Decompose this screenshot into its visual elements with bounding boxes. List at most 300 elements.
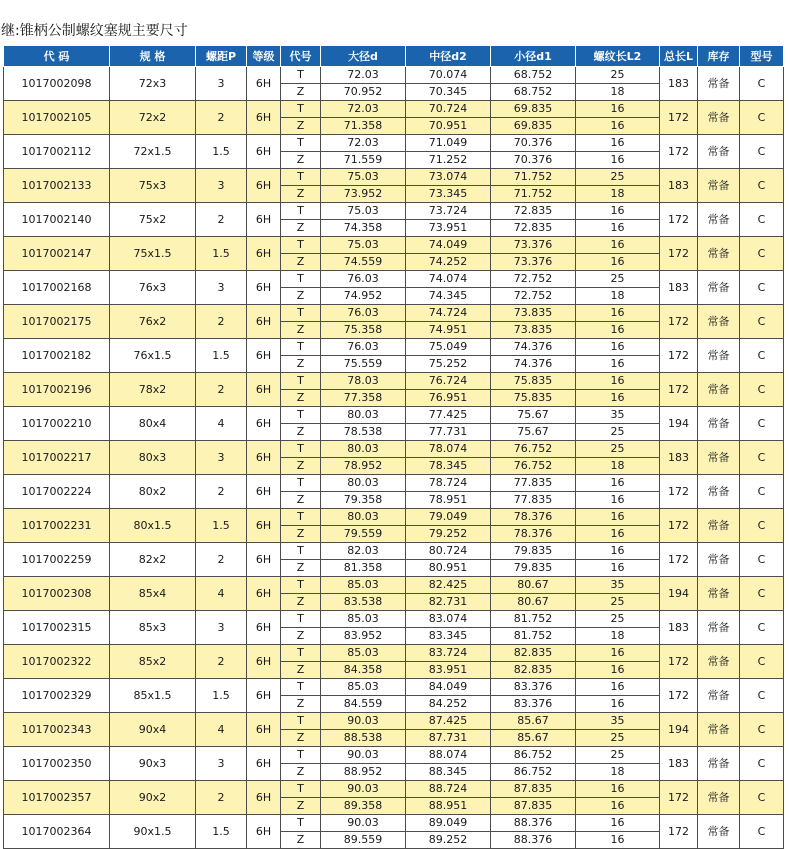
cell-total-length: 172	[660, 135, 698, 169]
cell-pitch: 2	[196, 781, 247, 815]
cell-thread-length: 16	[576, 305, 660, 322]
cell-mark: Z	[281, 798, 321, 815]
cell-pitch: 4	[196, 713, 247, 747]
table-row	[4, 101, 784, 118]
cell-stock: 常备	[698, 407, 740, 441]
cell-major-diameter: 73.952	[321, 186, 406, 203]
cell-mark: Z	[281, 492, 321, 509]
cell-mark: T	[281, 339, 321, 356]
header-mark: 代号	[281, 46, 321, 67]
cell-thread-length: 16	[576, 152, 660, 169]
cell-code: 1017002364	[4, 815, 110, 849]
cell-thread-length: 16	[576, 560, 660, 577]
cell-total-length: 172	[660, 339, 698, 373]
cell-stock: 常备	[698, 135, 740, 169]
cell-pitch-diameter: 79.049	[406, 509, 491, 526]
cell-minor-diameter: 69.835	[491, 118, 576, 135]
cell-mark: T	[281, 781, 321, 798]
cell-spec: 90x2	[110, 781, 196, 815]
cell-major-diameter: 83.952	[321, 628, 406, 645]
cell-grade: 6H	[247, 101, 281, 135]
cell-pitch-diameter: 74.951	[406, 322, 491, 339]
cell-major-diameter: 90.03	[321, 781, 406, 798]
cell-mark: T	[281, 135, 321, 152]
cell-code: 1017002322	[4, 645, 110, 679]
cell-code: 1017002140	[4, 203, 110, 237]
cell-code: 1017002329	[4, 679, 110, 713]
cell-code: 1017002343	[4, 713, 110, 747]
cell-grade: 6H	[247, 135, 281, 169]
cell-code: 1017002133	[4, 169, 110, 203]
cell-thread-length: 16	[576, 322, 660, 339]
cell-type: C	[740, 203, 784, 237]
cell-major-diameter: 83.538	[321, 594, 406, 611]
cell-total-length: 172	[660, 101, 698, 135]
cell-major-diameter: 85.03	[321, 679, 406, 696]
cell-thread-length: 16	[576, 679, 660, 696]
cell-pitch: 2	[196, 203, 247, 237]
cell-type: C	[740, 543, 784, 577]
cell-mark: T	[281, 407, 321, 424]
cell-grade: 6H	[247, 373, 281, 407]
cell-pitch-diameter: 78.724	[406, 475, 491, 492]
cell-major-diameter: 75.03	[321, 169, 406, 186]
cell-grade: 6H	[247, 713, 281, 747]
cell-minor-diameter: 71.752	[491, 186, 576, 203]
cell-minor-diameter: 82.835	[491, 662, 576, 679]
cell-major-diameter: 79.559	[321, 526, 406, 543]
cell-pitch: 2	[196, 373, 247, 407]
cell-major-diameter: 72.03	[321, 135, 406, 152]
cell-total-length: 172	[660, 475, 698, 509]
cell-mark: T	[281, 101, 321, 118]
cell-major-diameter: 81.358	[321, 560, 406, 577]
header-grade: 等级	[247, 46, 281, 67]
cell-pitch-diameter: 70.724	[406, 101, 491, 118]
cell-pitch-diameter: 76.724	[406, 373, 491, 390]
cell-pitch-diameter: 89.049	[406, 815, 491, 832]
cell-grade: 6H	[247, 271, 281, 305]
cell-code: 1017002259	[4, 543, 110, 577]
cell-thread-length: 25	[576, 169, 660, 186]
cell-code: 1017002357	[4, 781, 110, 815]
cell-mark: Z	[281, 118, 321, 135]
cell-thread-length: 16	[576, 645, 660, 662]
cell-major-diameter: 80.03	[321, 509, 406, 526]
cell-mark: Z	[281, 628, 321, 645]
cell-thread-length: 16	[576, 509, 660, 526]
cell-grade: 6H	[247, 441, 281, 475]
cell-mark: T	[281, 237, 321, 254]
cell-major-diameter: 84.559	[321, 696, 406, 713]
cell-pitch-diameter: 73.345	[406, 186, 491, 203]
cell-pitch-diameter: 74.252	[406, 254, 491, 271]
cell-major-diameter: 84.358	[321, 662, 406, 679]
cell-stock: 常备	[698, 645, 740, 679]
cell-pitch-diameter: 87.425	[406, 713, 491, 730]
cell-code: 1017002231	[4, 509, 110, 543]
cell-minor-diameter: 88.376	[491, 815, 576, 832]
cell-code: 1017002224	[4, 475, 110, 509]
cell-major-diameter: 71.559	[321, 152, 406, 169]
table-row	[4, 441, 784, 458]
cell-total-length: 172	[660, 373, 698, 407]
cell-mark: Z	[281, 560, 321, 577]
cell-type: C	[740, 407, 784, 441]
cell-thread-length: 18	[576, 186, 660, 203]
cell-mark: Z	[281, 424, 321, 441]
cell-spec: 85x3	[110, 611, 196, 645]
table-row	[4, 747, 784, 764]
cell-stock: 常备	[698, 237, 740, 271]
cell-pitch: 1.5	[196, 339, 247, 373]
cell-pitch-diameter: 84.049	[406, 679, 491, 696]
cell-major-diameter: 72.03	[321, 67, 406, 84]
cell-thread-length: 16	[576, 696, 660, 713]
cell-minor-diameter: 71.752	[491, 169, 576, 186]
cell-major-diameter: 88.952	[321, 764, 406, 781]
table-row	[4, 645, 784, 662]
cell-minor-diameter: 76.752	[491, 458, 576, 475]
cell-stock: 常备	[698, 543, 740, 577]
cell-total-length: 183	[660, 441, 698, 475]
table-row	[4, 611, 784, 628]
cell-pitch: 4	[196, 577, 247, 611]
cell-grade: 6H	[247, 781, 281, 815]
cell-stock: 常备	[698, 815, 740, 849]
cell-thread-length: 16	[576, 832, 660, 849]
cell-type: C	[740, 645, 784, 679]
cell-pitch-diameter: 82.731	[406, 594, 491, 611]
cell-pitch: 3	[196, 67, 247, 101]
cell-total-length: 172	[660, 305, 698, 339]
cell-major-diameter: 72.03	[321, 101, 406, 118]
cell-type: C	[740, 237, 784, 271]
header-minor-diameter: 小径d1	[491, 46, 576, 67]
cell-mark: Z	[281, 458, 321, 475]
cell-major-diameter: 80.03	[321, 441, 406, 458]
cell-pitch: 1.5	[196, 237, 247, 271]
cell-major-diameter: 74.358	[321, 220, 406, 237]
cell-type: C	[740, 305, 784, 339]
cell-grade: 6H	[247, 679, 281, 713]
cell-spec: 85x2	[110, 645, 196, 679]
table-row	[4, 679, 784, 696]
cell-mark: Z	[281, 594, 321, 611]
cell-spec: 72x3	[110, 67, 196, 101]
cell-minor-diameter: 70.376	[491, 135, 576, 152]
cell-spec: 75x3	[110, 169, 196, 203]
cell-total-length: 172	[660, 815, 698, 849]
cell-thread-length: 16	[576, 815, 660, 832]
cell-minor-diameter: 81.752	[491, 611, 576, 628]
cell-major-diameter: 79.358	[321, 492, 406, 509]
cell-total-length: 172	[660, 645, 698, 679]
table-row	[4, 543, 784, 560]
cell-minor-diameter: 80.67	[491, 577, 576, 594]
cell-grade: 6H	[247, 509, 281, 543]
cell-mark: Z	[281, 84, 321, 101]
cell-minor-diameter: 68.752	[491, 67, 576, 84]
cell-major-diameter: 74.952	[321, 288, 406, 305]
cell-mark: T	[281, 543, 321, 560]
cell-code: 1017002175	[4, 305, 110, 339]
cell-stock: 常备	[698, 169, 740, 203]
cell-thread-length: 16	[576, 220, 660, 237]
cell-pitch-diameter: 83.074	[406, 611, 491, 628]
cell-grade: 6H	[247, 577, 281, 611]
thread-gauge-table	[3, 45, 784, 849]
cell-mark: Z	[281, 764, 321, 781]
cell-pitch-diameter: 73.074	[406, 169, 491, 186]
cell-thread-length: 25	[576, 594, 660, 611]
header-spec: 规 格	[110, 46, 196, 67]
cell-thread-length: 18	[576, 764, 660, 781]
cell-pitch: 2	[196, 645, 247, 679]
cell-stock: 常备	[698, 305, 740, 339]
cell-grade: 6H	[247, 611, 281, 645]
cell-stock: 常备	[698, 509, 740, 543]
cell-minor-diameter: 79.835	[491, 543, 576, 560]
cell-pitch-diameter: 75.252	[406, 356, 491, 373]
cell-pitch: 3	[196, 169, 247, 203]
cell-spec: 80x1.5	[110, 509, 196, 543]
cell-major-diameter: 90.03	[321, 815, 406, 832]
header-pitch-diameter: 中径d2	[406, 46, 491, 67]
cell-minor-diameter: 72.752	[491, 288, 576, 305]
table-body	[4, 67, 784, 849]
cell-stock: 常备	[698, 747, 740, 781]
cell-thread-length: 25	[576, 271, 660, 288]
cell-pitch-diameter: 77.425	[406, 407, 491, 424]
cell-total-length: 172	[660, 237, 698, 271]
cell-total-length: 183	[660, 169, 698, 203]
cell-mark: T	[281, 67, 321, 84]
cell-grade: 6H	[247, 203, 281, 237]
cell-major-diameter: 74.559	[321, 254, 406, 271]
cell-spec: 80x3	[110, 441, 196, 475]
cell-minor-diameter: 83.376	[491, 696, 576, 713]
cell-stock: 常备	[698, 475, 740, 509]
cell-thread-length: 16	[576, 798, 660, 815]
cell-spec: 85x4	[110, 577, 196, 611]
cell-mark: T	[281, 271, 321, 288]
cell-pitch-diameter: 88.724	[406, 781, 491, 798]
table-row	[4, 713, 784, 730]
cell-pitch-diameter: 73.724	[406, 203, 491, 220]
cell-pitch-diameter: 80.951	[406, 560, 491, 577]
cell-major-diameter: 80.03	[321, 475, 406, 492]
cell-grade: 6H	[247, 237, 281, 271]
cell-spec: 75x2	[110, 203, 196, 237]
cell-total-length: 183	[660, 611, 698, 645]
cell-stock: 常备	[698, 611, 740, 645]
cell-type: C	[740, 815, 784, 849]
cell-spec: 80x2	[110, 475, 196, 509]
cell-mark: Z	[281, 254, 321, 271]
cell-minor-diameter: 87.835	[491, 781, 576, 798]
cell-type: C	[740, 67, 784, 101]
cell-pitch-diameter: 82.425	[406, 577, 491, 594]
cell-thread-length: 25	[576, 441, 660, 458]
cell-stock: 常备	[698, 339, 740, 373]
cell-major-diameter: 75.03	[321, 237, 406, 254]
cell-mark: Z	[281, 288, 321, 305]
cell-total-length: 194	[660, 577, 698, 611]
cell-pitch-diameter: 75.049	[406, 339, 491, 356]
cell-thread-length: 16	[576, 781, 660, 798]
cell-pitch-diameter: 80.724	[406, 543, 491, 560]
page-title: 继:锥柄公制螺纹塞规主要尺寸	[1, 23, 188, 39]
cell-spec: 90x3	[110, 747, 196, 781]
cell-pitch-diameter: 74.724	[406, 305, 491, 322]
cell-thread-length: 16	[576, 237, 660, 254]
cell-spec: 78x2	[110, 373, 196, 407]
cell-thread-length: 25	[576, 67, 660, 84]
cell-major-diameter: 76.03	[321, 339, 406, 356]
cell-grade: 6H	[247, 305, 281, 339]
cell-major-diameter: 78.952	[321, 458, 406, 475]
cell-thread-length: 16	[576, 475, 660, 492]
cell-stock: 常备	[698, 373, 740, 407]
cell-pitch-diameter: 74.345	[406, 288, 491, 305]
cell-major-diameter: 88.538	[321, 730, 406, 747]
cell-spec: 76x2	[110, 305, 196, 339]
table-row	[4, 815, 784, 832]
cell-type: C	[740, 679, 784, 713]
cell-major-diameter: 90.03	[321, 713, 406, 730]
cell-grade: 6H	[247, 169, 281, 203]
cell-minor-diameter: 74.376	[491, 339, 576, 356]
cell-grade: 6H	[247, 67, 281, 101]
cell-minor-diameter: 75.835	[491, 373, 576, 390]
cell-code: 1017002147	[4, 237, 110, 271]
table-row	[4, 475, 784, 492]
cell-type: C	[740, 441, 784, 475]
cell-pitch-diameter: 83.345	[406, 628, 491, 645]
cell-pitch-diameter: 83.951	[406, 662, 491, 679]
cell-pitch: 2	[196, 101, 247, 135]
cell-minor-diameter: 80.67	[491, 594, 576, 611]
cell-pitch-diameter: 89.252	[406, 832, 491, 849]
cell-grade: 6H	[247, 543, 281, 577]
cell-major-diameter: 89.358	[321, 798, 406, 815]
cell-type: C	[740, 169, 784, 203]
cell-code: 1017002196	[4, 373, 110, 407]
table-row	[4, 509, 784, 526]
cell-mark: Z	[281, 390, 321, 407]
cell-total-length: 183	[660, 271, 698, 305]
header-total-length: 总长L	[660, 46, 698, 67]
cell-major-diameter: 80.03	[321, 407, 406, 424]
cell-thread-length: 16	[576, 203, 660, 220]
cell-total-length: 183	[660, 747, 698, 781]
cell-major-diameter: 78.538	[321, 424, 406, 441]
cell-pitch-diameter: 78.951	[406, 492, 491, 509]
cell-type: C	[740, 339, 784, 373]
cell-stock: 常备	[698, 67, 740, 101]
cell-total-length: 172	[660, 509, 698, 543]
cell-grade: 6H	[247, 475, 281, 509]
cell-pitch-diameter: 71.049	[406, 135, 491, 152]
cell-spec: 75x1.5	[110, 237, 196, 271]
cell-total-length: 183	[660, 67, 698, 101]
cell-mark: T	[281, 645, 321, 662]
cell-spec: 90x4	[110, 713, 196, 747]
cell-mark: Z	[281, 832, 321, 849]
cell-pitch-diameter: 76.951	[406, 390, 491, 407]
cell-minor-diameter: 69.835	[491, 101, 576, 118]
cell-mark: T	[281, 305, 321, 322]
cell-thread-length: 16	[576, 492, 660, 509]
cell-type: C	[740, 271, 784, 305]
cell-pitch: 3	[196, 271, 247, 305]
cell-grade: 6H	[247, 645, 281, 679]
cell-pitch-diameter: 70.074	[406, 67, 491, 84]
cell-pitch-diameter: 77.731	[406, 424, 491, 441]
table-row	[4, 135, 784, 152]
cell-type: C	[740, 509, 784, 543]
cell-pitch-diameter: 71.252	[406, 152, 491, 169]
cell-mark: T	[281, 611, 321, 628]
cell-thread-length: 16	[576, 543, 660, 560]
cell-thread-length: 25	[576, 730, 660, 747]
cell-mark: Z	[281, 526, 321, 543]
table-row	[4, 577, 784, 594]
cell-stock: 常备	[698, 101, 740, 135]
cell-thread-length: 18	[576, 628, 660, 645]
cell-stock: 常备	[698, 781, 740, 815]
table-row	[4, 339, 784, 356]
cell-code: 1017002105	[4, 101, 110, 135]
cell-minor-diameter: 72.752	[491, 271, 576, 288]
cell-mark: Z	[281, 322, 321, 339]
cell-mark: T	[281, 679, 321, 696]
cell-pitch-diameter: 70.951	[406, 118, 491, 135]
cell-minor-diameter: 74.376	[491, 356, 576, 373]
cell-pitch-diameter: 88.951	[406, 798, 491, 815]
cell-mark: T	[281, 441, 321, 458]
cell-total-length: 172	[660, 543, 698, 577]
cell-total-length: 172	[660, 203, 698, 237]
cell-minor-diameter: 72.835	[491, 203, 576, 220]
cell-type: C	[740, 713, 784, 747]
cell-minor-diameter: 79.835	[491, 560, 576, 577]
cell-mark: T	[281, 169, 321, 186]
cell-thread-length: 16	[576, 390, 660, 407]
cell-pitch-diameter: 73.951	[406, 220, 491, 237]
cell-minor-diameter: 72.835	[491, 220, 576, 237]
cell-code: 1017002168	[4, 271, 110, 305]
cell-mark: Z	[281, 220, 321, 237]
cell-minor-diameter: 77.835	[491, 475, 576, 492]
cell-pitch: 1.5	[196, 679, 247, 713]
cell-pitch: 3	[196, 611, 247, 645]
cell-major-diameter: 89.559	[321, 832, 406, 849]
cell-mark: Z	[281, 662, 321, 679]
cell-pitch-diameter: 70.345	[406, 84, 491, 101]
cell-thread-length: 35	[576, 407, 660, 424]
cell-major-diameter: 76.03	[321, 271, 406, 288]
cell-mark: T	[281, 747, 321, 764]
cell-pitch: 1.5	[196, 135, 247, 169]
cell-minor-diameter: 86.752	[491, 764, 576, 781]
table-row	[4, 237, 784, 254]
cell-major-diameter: 71.358	[321, 118, 406, 135]
cell-major-diameter: 75.03	[321, 203, 406, 220]
cell-mark: Z	[281, 186, 321, 203]
cell-type: C	[740, 611, 784, 645]
